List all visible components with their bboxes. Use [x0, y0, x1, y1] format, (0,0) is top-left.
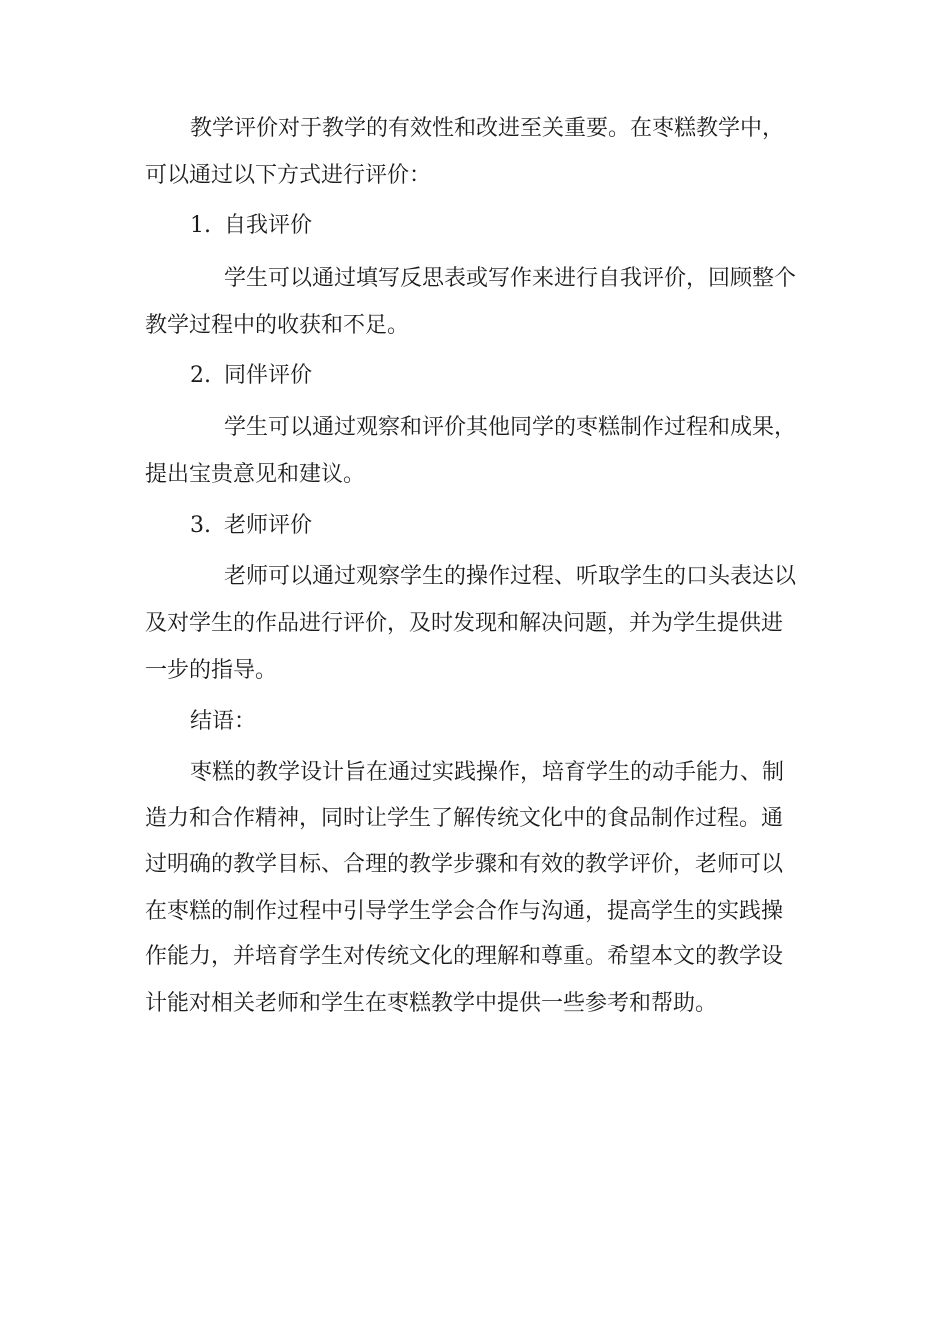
item-3-line-1: 老师可以通过观察学生的操作过程、听取学生的口头表达以: [224, 564, 797, 589]
item-1-line-2: 教学过程中的收获和不足。: [145, 313, 410, 338]
item-1-number: 1.: [190, 213, 211, 238]
item-2-line-2: 提出宝贵意见和建议。: [145, 462, 366, 487]
conclusion-line-4: 在枣糕的制作过程中引导学生学会合作与沟通，提高学生的实践操: [145, 899, 784, 924]
item-2-line-1: 学生可以通过观察和评价其他同学的枣糕制作过程和成果，: [224, 415, 797, 440]
conclusion-line-2: 造力和合作精神，同时让学生了解传统文化中的食品制作过程。通: [145, 806, 784, 831]
conclusion-line-1: 枣糕的教学设计旨在通过实践操作，培育学生的动手能力、制: [190, 760, 785, 785]
conclusion-line-3: 过明确的教学目标、合理的教学步骤和有效的教学评价，老师可以: [145, 852, 784, 877]
conclusion-heading: 结语：: [190, 709, 257, 734]
item-3-line-3: 一步的指导。: [145, 658, 278, 683]
item-1-line-1: 学生可以通过填写反思表或写作来进行自我评价，回顾整个: [224, 266, 797, 291]
conclusion-line-6: 计能对相关老师和学生在枣糕教学中提供一些参考和帮助。: [145, 991, 718, 1016]
item-2-title: 同伴评价: [224, 363, 313, 388]
item-3-heading: [190, 511, 312, 541]
intro-line-1: 教学评价对于教学的有效性和改进至关重要。在枣糕教学中，: [190, 116, 785, 141]
item-3-line-2: 及对学生的作品进行评价，及时发现和解决问题，并为学生提供进: [145, 611, 784, 636]
item-1-heading: [190, 211, 312, 241]
item-2-heading: [190, 361, 312, 391]
item-1-title: 自我评价: [224, 213, 313, 238]
item-2-number: 2.: [190, 363, 211, 388]
conclusion-line-5: 作能力，并培育学生对传统文化的理解和尊重。希望本文的教学设: [145, 944, 784, 969]
item-3-title: 老师评价: [224, 513, 313, 538]
item-3-number: 3.: [190, 513, 211, 538]
intro-line-2: 可以通过以下方式进行评价：: [145, 163, 432, 188]
